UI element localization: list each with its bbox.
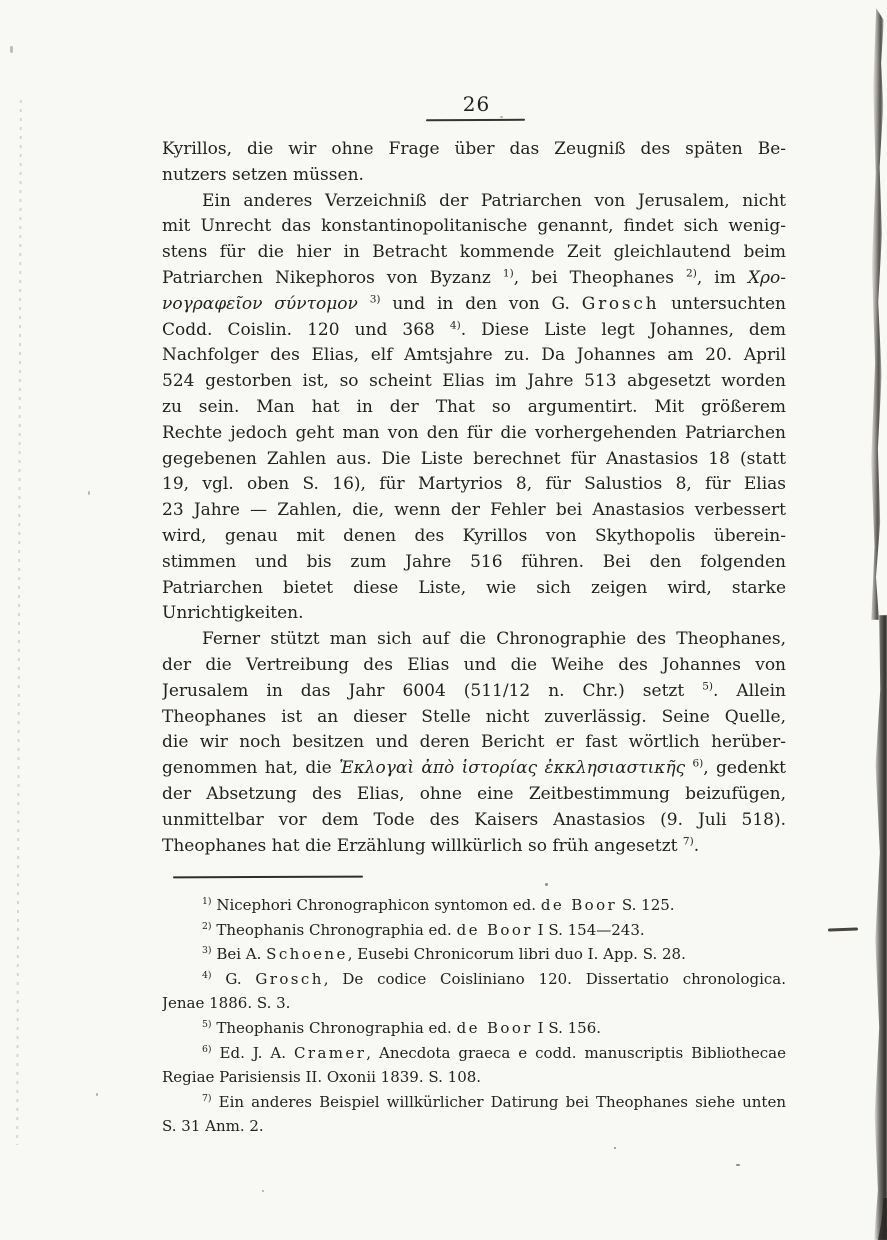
text-line: 23 Jahre — Zahlen, die, wenn der Fehler bei Anastasios verbessert bbox=[162, 500, 786, 521]
page-number: 26 bbox=[462, 92, 491, 116]
scan-artifact-speck bbox=[545, 883, 548, 886]
text-line: der die Vertreibung des Elias und die Weihe des Johannes von bbox=[162, 654, 786, 675]
body-text bbox=[162, 137, 786, 859]
paragraph bbox=[162, 893, 786, 918]
text-line: unmittelbar vor dem Tode des Kaisers Anastasios (9. Juli 518). bbox=[162, 809, 786, 830]
scan-artifact-speck bbox=[736, 1164, 740, 1166]
paragraph bbox=[162, 189, 786, 628]
paragraph bbox=[162, 627, 786, 859]
text-line: Ferner stützt man sich auf die Chronographie des Theophanes, bbox=[202, 629, 786, 650]
paragraph bbox=[162, 1090, 786, 1139]
text-line: 19, vgl. oben S. 16), für Martyrios 8, für Salustios 8, für Elias bbox=[162, 474, 786, 495]
paragraph bbox=[162, 137, 786, 189]
text-line: Kyrillos, die wir ohne Frage über das Zeugniß des späten Be- bbox=[162, 139, 786, 159]
text-line: stimmen und bis zum Jahre 516 führen. Bei den folgenden bbox=[162, 551, 786, 572]
text-line: νογραφεῖον σύντομον $^{3)}$ und in den von G. Grosch untersuchten bbox=[162, 293, 786, 314]
scan-artifact-left-edge-line bbox=[16, 100, 22, 1145]
footnote-line: $^{1)}$ Nicephori Chronographicon syntomon ed. de Boor S. 125. bbox=[202, 896, 675, 914]
text-line: mit Unrecht das konstantinopolitanische genannt, findet sich wenig- bbox=[162, 216, 786, 237]
footnotes bbox=[162, 893, 786, 1139]
text-line: die wir noch besitzen und deren Bericht er fast wörtlich herüber- bbox=[162, 732, 786, 753]
scan-artifact-speck bbox=[88, 491, 90, 495]
text-line: Jerusalem in das Jahr 6004 (511/12 n. Chr.) setzt $^{5)}$. Allein bbox=[162, 680, 786, 701]
scan-artifact-speck bbox=[96, 1093, 98, 1096]
text-line: stens für die hier in Betracht kommende Zeit gleichlautend beim bbox=[162, 242, 786, 263]
paragraph bbox=[162, 967, 786, 1016]
scan-artifact-speck bbox=[262, 1190, 264, 1192]
text-line: Ein anderes Verzeichniß der Patriarchen von Jerusalem, nicht bbox=[202, 190, 786, 211]
text-line: der Absetzung des Elias, ohne eine Zeitbestimmung beizufügen, bbox=[162, 783, 786, 804]
footnote-line: $^{3)}$ Bei A. Schoene, Eusebi Chronicorum libri duo I. App. S. 28. bbox=[202, 945, 686, 964]
scan-artifact-right-edge-shadow bbox=[869, 8, 884, 620]
text-line: gegebenen Zahlen aus. Die Liste berechnet für Anastasios 18 (statt bbox=[162, 448, 786, 469]
footnote-line: $^{4)}$ G. Grosch, De codice Coisliniano 120. Dissertatio chronologica. bbox=[202, 969, 786, 988]
paragraph bbox=[162, 1016, 786, 1041]
scan-artifact-speck bbox=[10, 46, 13, 53]
text-line: genommen hat, die Ἐκλογαὶ ἀπὸ ἱστορίας ἐκκλησιαστικῆς $^{6)}$, gedenkt bbox=[162, 757, 786, 779]
scan-artifact-speck bbox=[500, 116, 503, 118]
paragraph bbox=[162, 1041, 786, 1090]
scan-artifact-right-edge-shadow bbox=[874, 615, 887, 1240]
footnote-line: Jenae 1886. S. 3. bbox=[162, 994, 291, 1013]
text-line: Unrichtigkeiten. bbox=[162, 603, 304, 624]
text-line: Codd. Coislin. 120 und 368 $^{4)}$. Diese Liste legt Johannes, dem bbox=[162, 318, 786, 340]
text-line: Theophanes ist an dieser Stelle nicht zuverlässig. Seine Quelle, bbox=[162, 706, 786, 727]
footnote-line: S. 31 Anm. 2. bbox=[162, 1117, 264, 1136]
text-line: wird, genau mit denen des Kyrillos von Skythopolis überein- bbox=[162, 525, 786, 546]
text-line: Rechte jedoch geht man von den für die vorhergehenden Patriarchen bbox=[162, 422, 786, 443]
page-number-rule bbox=[426, 119, 525, 122]
scan-artifact-speck bbox=[614, 1147, 616, 1149]
text-line: zu sein. Man hat in der That so argumentirt. Mit größerem bbox=[162, 396, 786, 417]
footnote-separator bbox=[173, 876, 363, 879]
text-line: Nachfolger des Elias, elf Amtsjahre zu. Da Johannes am 20. April bbox=[162, 345, 786, 366]
scan-artifact-corner bbox=[878, 1198, 887, 1240]
text-line: 524 gestorben ist, so scheint Elias im Jahre 513 abgesetzt worden bbox=[162, 371, 786, 392]
scan-artifact-margin-dash bbox=[828, 927, 858, 931]
text-line: Patriarchen bietet diese Liste, wie sich zeigen wird, starke bbox=[162, 577, 786, 598]
footnote-line: $^{6)}$ Ed. J. A. Cramer, Anecdota graeca e codd. manuscriptis Bibliothecae bbox=[202, 1043, 786, 1062]
text-line: Patriarchen Nikephoros von Byzanz $^{1)}$, bei Theophanes $^{2)}$, im Χρο- bbox=[162, 267, 786, 288]
paragraph bbox=[162, 918, 786, 943]
footnote-line: $^{2)}$ Theophanis Chronographia ed. de Boor I S. 154—243. bbox=[202, 920, 645, 939]
text-line: Theophanes hat die Erzählung willkürlich so früh angesetzt $^{7)}$. bbox=[162, 834, 700, 856]
footnote-line: Regiae Parisiensis II. Oxonii 1839. S. 108. bbox=[162, 1068, 482, 1087]
paragraph bbox=[162, 942, 786, 967]
footnote-line: $^{7)}$ Ein anderes Beispiel willkürlicher Datirung bei Theophanes siehe unten bbox=[202, 1092, 786, 1111]
footnote-line: $^{5)}$ Theophanis Chronographia ed. de Boor I S. 156. bbox=[202, 1018, 602, 1037]
text-line: nutzers setzen müssen. bbox=[162, 164, 364, 185]
